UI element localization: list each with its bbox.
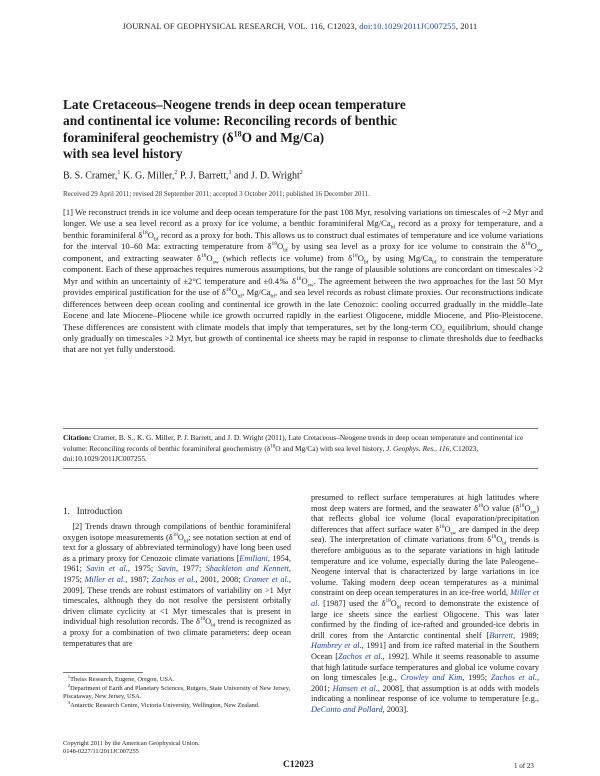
running-head <box>0 22 600 31</box>
copyright-notice <box>63 740 291 756</box>
body-text: O <box>444 524 451 534</box>
title-line: and continental ice volume: Reconciling records of benthic <box>63 113 398 129</box>
abstract-text: O <box>276 241 284 252</box>
footnote-divider <box>63 672 143 673</box>
reference-link[interactable]: Savin et al. <box>86 564 128 574</box>
subscript: sw <box>536 248 543 255</box>
abstract-text: by using Mg/Ca <box>368 252 433 263</box>
subscript: bf <box>363 259 369 266</box>
body-column-right <box>311 493 539 715</box>
body-text: O <box>205 617 212 627</box>
body-text: , 1954, 1961; <box>63 553 291 574</box>
section-title: Introduction <box>76 506 123 516</box>
citation-text: Cramer, B. S., K. G. Miller, P. J. Barrett, and J. D. Wright (2011), Late Cretaceous–Neogene trends in deep ocean temperature and continental ice volume: Reconciling records of benthic foraminiferal geochemistry (δ <box>63 433 524 453</box>
superscript: 18 <box>225 287 232 294</box>
body-text: , 1989; <box>513 630 539 640</box>
affiliation-marker: 1 <box>67 673 71 679</box>
affiliation-footnotes <box>63 673 291 710</box>
body-text: trends is therefore ambiguous as to the separate variations in high latitude temperature and ice volume, especially during the late Paleogene–Neogene interval that is characterized by large variations in ice volume. Taking modern deep ocean temperatures as a minimal constraint on deep ocean temperatures in an ice-free world, <box>311 535 539 598</box>
body-text: , 2003]. <box>382 704 409 714</box>
reference-link[interactable]: Miller et al. <box>311 588 539 608</box>
abstract-text: (which reflects ice volume) from δ <box>218 252 353 263</box>
superscript: 18 <box>172 531 178 538</box>
body-text: , 2001, 2008; <box>195 574 244 584</box>
title-line: Late Cretaceous–Neogene trends in deep ocean temperature <box>63 97 406 112</box>
abstract-text: component, and extracting seawater δ <box>63 252 201 263</box>
author: K. G. Miller, <box>120 170 175 182</box>
author: B. S. Cramer, <box>63 170 118 182</box>
superscript: 18 <box>142 230 148 237</box>
affiliation-marker: 3 <box>67 699 71 705</box>
body-text: , 2001; <box>311 673 540 693</box>
subscript: bf <box>390 225 396 232</box>
body-text: , 1975; <box>63 564 291 584</box>
journal-name: JOURNAL OF GEOPHYSICAL RESEARCH, VOL. 116, C12023, <box>122 22 360 31</box>
affiliation-marker: 1 <box>117 170 121 176</box>
body-text: O value (δ <box>483 503 520 513</box>
body-column-left <box>63 522 291 649</box>
journal-year: , 2011 <box>455 22 478 31</box>
reference-link[interactable]: Zachos et al. <box>490 673 537 683</box>
superscript: 18 <box>439 524 445 531</box>
superscript: 18 <box>270 444 276 450</box>
author: P. J. Barrett, <box>177 170 229 182</box>
affiliation-marker: 3 <box>228 170 232 176</box>
superscript: 18 <box>352 252 358 259</box>
reference-link[interactable]: Zachos et al. <box>151 574 196 584</box>
reference-link[interactable]: Hambrey et al. <box>311 641 362 651</box>
reference-link[interactable]: Crowley and Kim <box>400 673 463 683</box>
superscript: 18 <box>199 616 206 623</box>
reference-link[interactable]: Miller et al. <box>84 574 126 584</box>
body-text: , 1987; <box>125 574 152 584</box>
abstract-text: O <box>530 241 537 252</box>
article-page-id: C12023 <box>283 760 314 770</box>
subscript: bf <box>183 538 189 545</box>
footnote-text: Department of Earth and Planetary Sciences, Rutgers, State University of New Jersey, Piscataway, New Jersey, USA. <box>63 684 291 701</box>
abstract-text: , Mg/Ca <box>242 287 271 298</box>
body-text: ; see notation section at end of text for a glossary of abbreviated terminology) have long been used as a primary proxy for Cenozoic climate variations [ <box>63 532 291 563</box>
abstract-text: O <box>147 229 154 240</box>
subscript: bf <box>283 248 288 255</box>
footnote-text: Antarctic Research Centre, Victoria University, Wellington, New Zealand. <box>70 701 260 709</box>
superscript: 18 <box>271 241 277 248</box>
affiliation-marker: 2 <box>299 170 303 176</box>
abstract <box>63 207 543 356</box>
superscript: 18 <box>200 252 207 259</box>
reference-link[interactable]: DeConto and Pollard <box>311 704 383 714</box>
body-text: O <box>390 598 397 608</box>
body-text: , 1975; <box>127 564 158 574</box>
doi-link[interactable]: doi:10.1029/2011JC007255 <box>359 22 456 31</box>
subscript: sw <box>450 530 457 537</box>
subscript: bf <box>211 623 216 629</box>
body-text: are damped in the deep sea). The interpretation of climate variations from δ <box>311 524 539 545</box>
body-text: , 2008], that assumption is at odds with models indicating a nonlinear response of ice volume to temperature [e.g., <box>311 683 539 704</box>
abstract-text: O <box>357 252 364 263</box>
body-text: Trends drawn through compilations of benthic foraminiferal oxygen isotope measurements (δ <box>63 522 291 542</box>
body-text: , 1995; <box>462 673 491 683</box>
superscript: 18 <box>491 534 497 541</box>
copyright-line: Copyright 2011 by the American Geophysical Union. <box>63 740 200 747</box>
reference-link[interactable]: Zachos et al. <box>338 651 383 661</box>
body-text: O <box>177 532 184 542</box>
divider <box>63 468 538 469</box>
subscript: sw <box>530 509 537 516</box>
superscript: 18 <box>525 241 531 248</box>
paragraph-number: [1] <box>63 207 74 217</box>
author-list <box>63 170 303 181</box>
citation-text: O and Mg/Ca) with sea level history, <box>275 443 387 453</box>
reference-link[interactable]: Hansen et al. <box>332 683 378 693</box>
abstract-text: equilibrium, should change only gradually on timescales >2 Myr, but growth of continental ice sheets may be rapid in response to climate thresholds due to feedbacks that are not yet fully understood. <box>63 321 543 355</box>
title-line: with sea level history <box>63 145 183 161</box>
citation-text: C12023, doi:10.1029/2011JC007255. <box>63 443 479 464</box>
subscript: bf <box>396 604 402 611</box>
superscript: 18 <box>477 502 484 509</box>
article-title <box>63 97 483 162</box>
abstract-text: O <box>301 275 308 286</box>
superscript: 18 <box>519 502 525 509</box>
author: and J. D. Wright <box>231 170 300 182</box>
body-text: presumed to reflect surface temperatures at high latitudes where most deep waters are formed, and the seawater δ <box>311 493 539 513</box>
copyright-line: 0148-0227/11/2011JC007255 <box>63 748 139 756</box>
divider <box>63 428 538 429</box>
citation-journal: J. Geophys. Res., 116, <box>386 443 452 453</box>
subscript: 2 <box>442 328 445 335</box>
section-number: 1. <box>63 506 70 516</box>
subscript: bf <box>153 236 159 243</box>
page-count: 1 of 23 <box>514 762 534 770</box>
body-text: O <box>496 535 503 545</box>
publication-history: Received 29 April 2011; revised 28 September 2011; accepted 3 October 2011; published 16 December 2011. <box>63 190 370 198</box>
superscript: 18 <box>385 598 391 605</box>
subscript: sw <box>307 282 314 289</box>
superscript: 18 <box>295 275 302 282</box>
section-heading <box>63 506 122 516</box>
abstract-text: , and sea level records as robust climate proxies. Our reconstructions indicate differences between deep ocean cooling and continental ice growth in the late Cenozoic: cooling occurred gradually in the middle–late Eocene and late Miocene–Pliocene while ice growth occurred rapidly in the earliest Oligocene, middle Miocene, and Plio-Pleistocene. These differences are consistent with climate models that imply that temperatures, set by the long-term CO <box>63 287 544 332</box>
title-line: foraminiferal geochemistry (δ <box>63 129 234 145</box>
subscript: bf <box>270 293 276 300</box>
reference-link[interactable]: Savin <box>157 564 176 574</box>
body-text: O <box>524 503 531 513</box>
reference-link[interactable]: Cramer et al. <box>243 574 289 584</box>
abstract-text: O <box>231 287 238 298</box>
superscript: 18 <box>233 129 242 139</box>
body-text: , 2009]. These trends are robust estimators of variability on >1 Myr timescales, although they do not resolve the persistent orbitally driven climate cyclicity at <1 Myr timescales that is present in individual high resolution records. The δ <box>63 574 291 627</box>
abstract-text: record as a proxy for both. This allows us to construct dual estimates of temperature and ice volume variations for the interval 10–60 Ma: extracting temperature from δ <box>63 229 543 252</box>
abstract-text: to constrain the temperature component. Each of these approaches requires numerous assumptions, but the range of plausible solutions are concordant on timescales >2 Myr and within an uncertainty of ±2°C temperature and ±0.4‰ δ <box>63 252 543 286</box>
reference-link[interactable]: Barrett <box>489 630 514 640</box>
abstract-text: O <box>206 252 213 263</box>
body-text: ) that reflects global ice volume (local evaporation/precipitation differences that affect surface water δ <box>311 503 539 534</box>
body-text: , 1977; <box>175 564 206 574</box>
abstract-text: We reconstruct trends in ice volume and deep ocean temperature for the past 108 Myr, resolving variations on timescales of ~2 Myr and longer. We use a sea level record as a proxy for ice volume, a benthic foraminiferal Mg/Ca <box>63 207 543 229</box>
paragraph-number: [2] <box>72 522 83 531</box>
affiliation-marker: 2 <box>174 170 178 176</box>
reference-link[interactable]: Emiliani <box>239 553 268 563</box>
subscript: sw <box>212 259 219 266</box>
citation-label: Citation: <box>63 433 92 442</box>
reference-link[interactable]: Shackleton and Kennett <box>205 564 289 574</box>
body-text: , 1991] and from ice rafted material in the Southern Ocean [ <box>311 641 539 661</box>
footnote-text: Theiss Research, Eugene, Oregon, USA. <box>70 676 175 683</box>
body-text: , 1992]. While it seems reasonable to assume that high latitude surface temperatures and global ice volume covary on long timescales [e.g., <box>311 651 539 683</box>
subscript: bf <box>502 541 507 548</box>
affiliation-marker: 2 <box>67 682 71 688</box>
citation <box>63 433 543 465</box>
subscript: bf <box>432 259 437 266</box>
body-text: record to demonstrate the existence of large ice sheets since the earliest Oligocene. This was later confirmed by the finding of ice-rafted and grounded-ice debris in drill cores from the Antarctic continental shelf [ <box>311 598 539 640</box>
abstract-text: by using sea level as a proxy for ice volume to constrain the δ <box>287 241 526 252</box>
body-text: [1987] used the δ <box>319 598 386 608</box>
body-text: trend is recognized as a proxy for a combination of two climate parameters: deep ocean temperatures that are <box>63 617 291 648</box>
abstract-text: . The agreement between the two approaches for the last 50 Myr provides empirical justification for the use of δ <box>63 275 543 298</box>
title-line: O and Mg/Ca) <box>241 129 325 145</box>
subscript: bf <box>237 293 243 300</box>
abstract-text: record as a proxy for temperature, and a benthic foraminiferal δ <box>63 218 543 240</box>
